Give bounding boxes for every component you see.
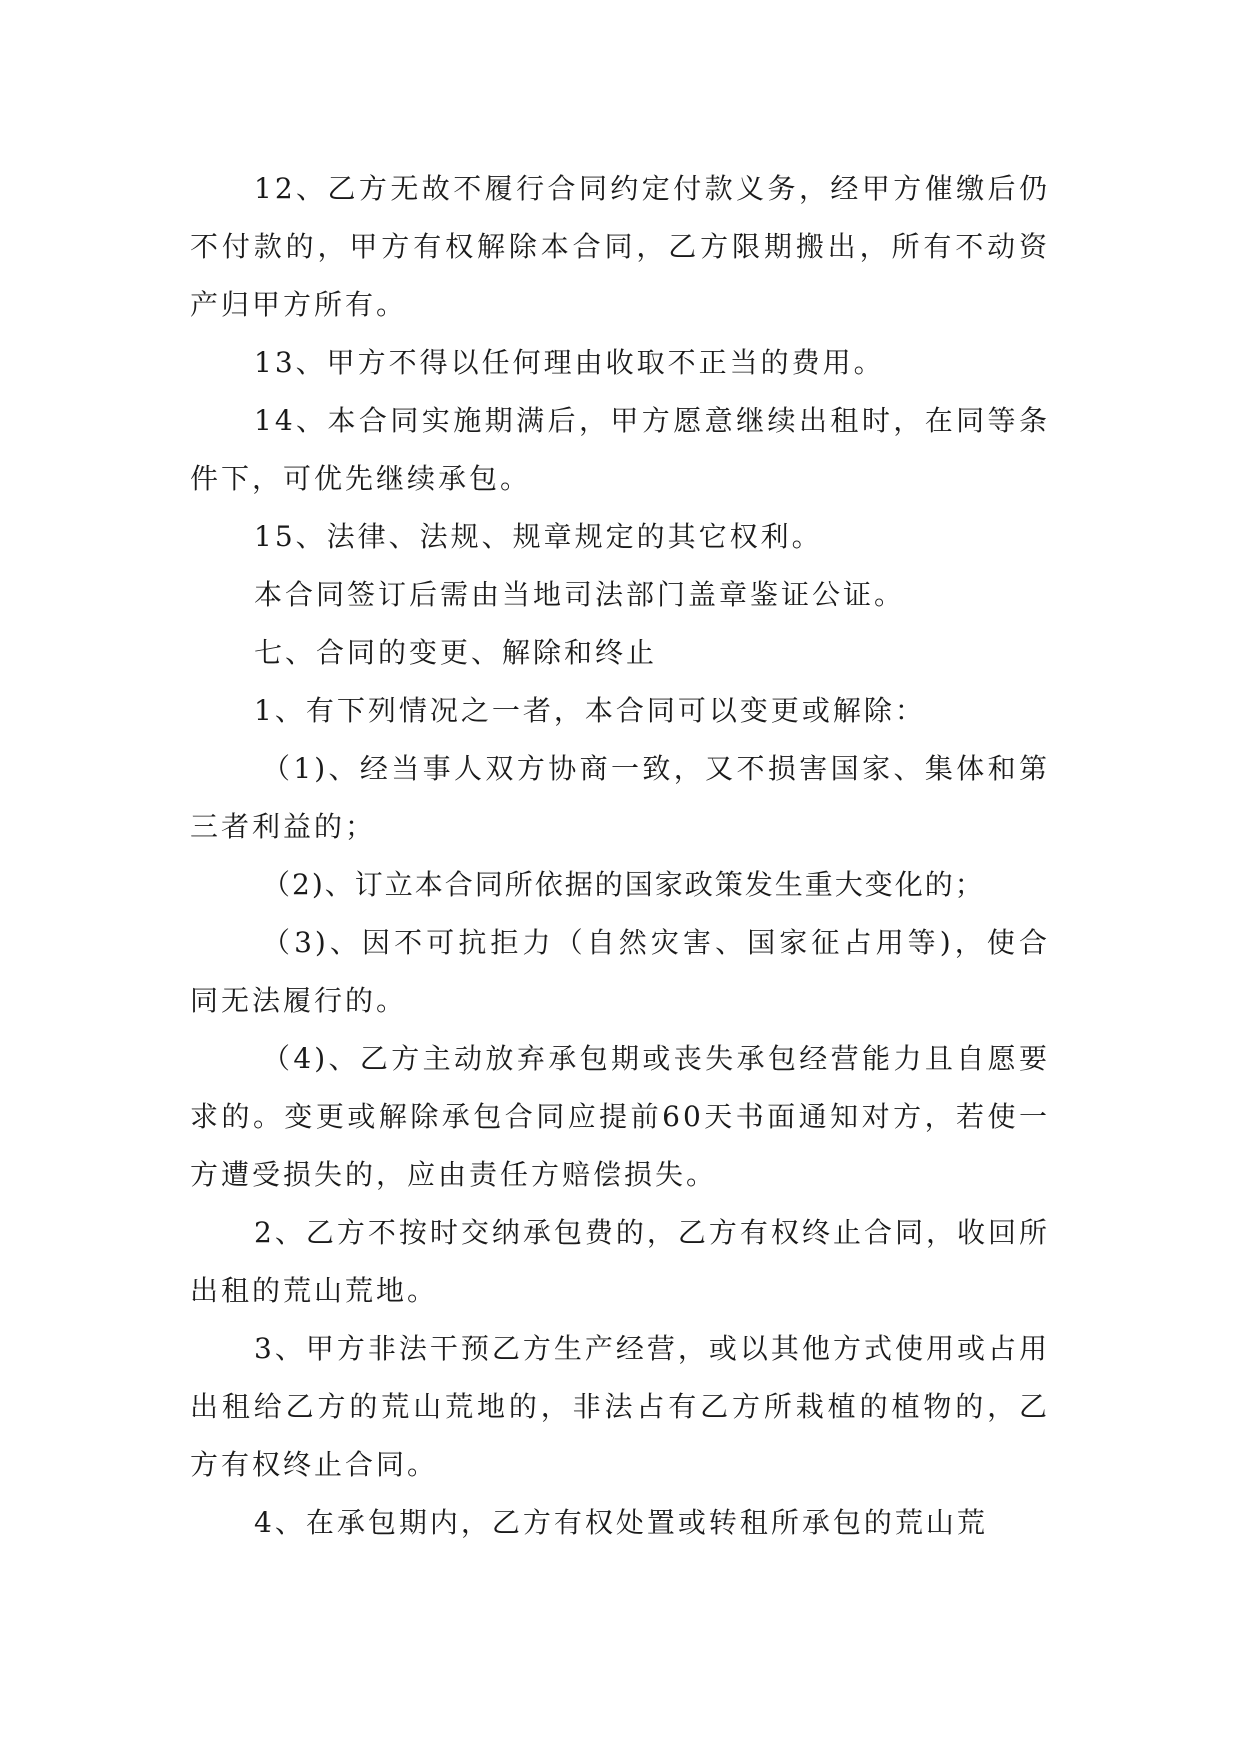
clause-7-1-item-2: （2)、订立本合同所依据的国家政策发生重大变化的； — [262, 868, 985, 901]
clause-7-1-item-1: （1)、经当事人双方协商一致，又不损害国家、集体和第三者利益的； — [190, 752, 1050, 843]
clause-7-1: 1、有下列情况之一者，本合同可以变更或解除： — [254, 694, 926, 727]
document-body — [190, 160, 1050, 1552]
clause-7-1-item-4: （4)、乙方主动放弃承包期或丧失承包经营能力且自愿要求的。变更或解除承包合同应提前60天书面通知对方，若使一方遭受损失的，应由责任方赔偿损失。 — [190, 1042, 1050, 1191]
notarization-note: 本合同签订后需由当地司法部门盖章鉴证公证。 — [254, 578, 906, 611]
clause-7-3: 3、甲方非法干预乙方生产经营，或以其他方式使用或占用出租给乙方的荒山荒地的，非法占有乙方所栽植的植物的，乙方有权终止合同。 — [190, 1332, 1050, 1481]
section-heading-7: 七、合同的变更、解除和终止 — [254, 636, 658, 669]
clause-7-1-item-3: （3)、因不可抗拒力（自然灾害、国家征占用等)，使合同无法履行的。 — [190, 926, 1050, 1017]
clause-7-2: 2、乙方不按时交纳承包费的，乙方有权终止合同，收回所出租的荒山荒地。 — [190, 1216, 1050, 1307]
clause-7-4: 4、在承包期内，乙方有权处置或转租所承包的荒山荒 — [254, 1506, 988, 1539]
clause-12: 12、乙方无故不履行合同约定付款义务，经甲方催缴后仍不付款的，甲方有权解除本合同，乙方限期搬出，所有不动资产归甲方所有。 — [190, 172, 1050, 321]
clause-14: 14、本合同实施期满后，甲方愿意继续出租时，在同等条件下，可优先继续承包。 — [190, 404, 1050, 495]
clause-13: 13、甲方不得以任何理由收取不正当的费用。 — [254, 346, 885, 379]
clause-15: 15、法律、法规、规章规定的其它权利。 — [254, 520, 823, 553]
